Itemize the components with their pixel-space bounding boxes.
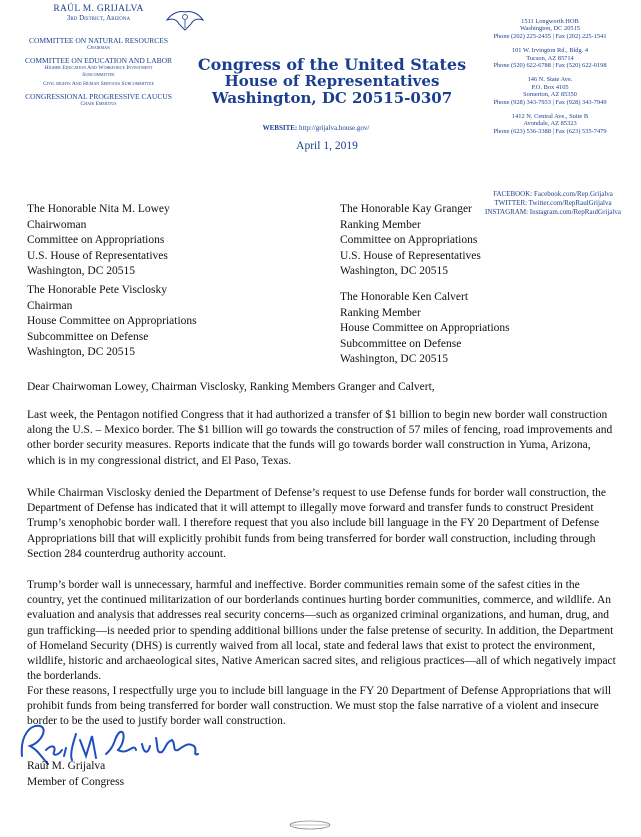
- body-paragraph: [27, 486, 617, 562]
- address-line: Ranking Member: [340, 218, 421, 231]
- address-line: The Honorable Nita M. Lowey: [27, 203, 170, 215]
- office-line: Phone (202) 225-2435 | Fax (202) 225-1541: [493, 32, 607, 40]
- paragraph-text: Last week, the Pentagon notified Congress that it had authorized a transfer of $1 billion to begin new border wall construction along the U.S. – Mexico border. The $1 billion will go towards the construction of 57 miles of fencing, road improvements and other border security measures. Reports indicate that the funds will go towards border wall construction in Yuma, Arizona, which is in my congressional district, and El Paso, Texas.: [27, 409, 613, 467]
- office-line: P.O. Box 4105: [531, 83, 569, 91]
- subcommittee-name: Higher Education And Workforce Investment: [44, 65, 153, 71]
- signature-block: [27, 759, 124, 790]
- office-line: Phone (928) 343-7933 | Fax (928) 343-7949: [493, 98, 607, 106]
- caucus-name: CONGRESSIONAL PROGRESSIVE CAUCUS: [25, 92, 172, 101]
- eagle-seal-icon: [165, 8, 205, 34]
- office-list: [470, 18, 630, 142]
- office-line: Phone (520) 622-6788 | Fax (520) 622-0198: [493, 62, 607, 70]
- website-label: WEBSITE:: [262, 124, 298, 132]
- address-line: House Committee on Appropriations: [340, 322, 510, 334]
- office-line: Phone (623) 536-3388 | Fax (623) 535-7479: [493, 127, 607, 135]
- address-line: Committee on Appropriations: [27, 234, 165, 246]
- address-line: Ranking Member: [340, 306, 421, 319]
- twitter-link[interactable]: TWITTER: Twitter.com/RepRaulGrijalva: [494, 199, 612, 207]
- office-line: 1412 N. Central Ave., Suite B: [511, 113, 589, 121]
- address-line: The Honorable Pete Visclosky: [27, 284, 167, 296]
- body-paragraph: [27, 408, 617, 469]
- signer-name: Raúl M. Grijalva: [27, 760, 106, 772]
- office-block: [470, 18, 630, 40]
- website-link[interactable]: http://grijalva.house.gov/: [298, 124, 370, 132]
- office-block: [470, 76, 630, 106]
- paragraph-text: For these reasons, I respectfully urge you to include bill language in the FY 20 Department of Defense Appropriations that will prohibit funds from being transferred for border wall construction. We must stop the false narrative of a violent and insecure border to be the used to justify border wall construction.: [27, 685, 612, 728]
- member-district: 3rd District, Arizona: [66, 14, 131, 22]
- office-line: Tucson, AZ 85714: [526, 54, 574, 62]
- letterhead-line3: Washington, DC 20515-0307: [211, 89, 453, 107]
- office-line: Avondale, AZ 85323: [523, 120, 577, 128]
- address-line: Chairwoman: [27, 218, 87, 231]
- subcommittee-name: Civil rights And Human Services Subcommittee: [43, 81, 154, 87]
- letterhead-line1: Congress of the United States: [197, 55, 467, 74]
- office-line: Washington, DC 20515: [519, 25, 581, 33]
- subcommittee-name: Subcommittee: [82, 72, 115, 78]
- member-header: [6, 4, 191, 108]
- recipient-address: [27, 202, 170, 280]
- recipient-address: [340, 290, 510, 368]
- instagram-link[interactable]: INSTAGRAM: Instagram.com/RepRaulGrijalva: [485, 208, 621, 216]
- caucus-role: Chair Emeritus: [80, 101, 117, 107]
- address-line: The Honorable Ken Calvert: [340, 291, 469, 303]
- letter-date: April 1, 2019: [296, 140, 358, 152]
- address-line: Committee on Appropriations: [340, 234, 478, 246]
- address-line: Subcommittee on Defense: [340, 337, 462, 350]
- member-name: RAÚL M. GRIJALVA: [53, 4, 144, 14]
- committee-name: COMMITTEE ON NATURAL RESOURCES: [28, 36, 169, 45]
- address-line: Washington, DC 20515: [27, 265, 136, 277]
- office-block: [470, 47, 630, 69]
- office-line: 146 N. State Ave.: [527, 76, 573, 84]
- address-line: Washington, DC 20515: [27, 346, 136, 358]
- paragraph-text: While Chairman Visclosky denied the Department of Defense’s request to use Defense funds for border wall construction, the Department of Defense has indicated that it will attempt to illegally move forward and transfer funds to construct President Trump’s xenophobic border wall. I therefore request that you also include bill language in the FY 20 Department of Defense Appropriations bill that will explicitly prohibit funds from being transferred for border wall construction, including through Section 284 counterdrug authority account.: [27, 487, 607, 560]
- office-block: [470, 113, 630, 135]
- letterhead-title: [196, 56, 468, 107]
- office-line: 101 W. Irvington Rd., Bldg. 4: [511, 47, 589, 55]
- address-line: Washington, DC 20515: [340, 265, 449, 277]
- address-line: House Committee on Appropriations: [27, 315, 197, 327]
- address-line: U.S. House of Representatives: [340, 249, 481, 262]
- committee-role: Chairman: [87, 45, 110, 51]
- address-line: Washington, DC 20515: [340, 353, 449, 365]
- recipient-address: [27, 283, 197, 361]
- office-line: Somerton, AZ 85350: [523, 91, 577, 99]
- body-paragraph: [27, 578, 617, 684]
- committee-name: COMMITTEE ON EDUCATION AND LABOR: [24, 56, 173, 65]
- facebook-link[interactable]: FACEBOOK: Facebook.com/Rep.Grijalva: [493, 190, 613, 198]
- letterhead-line2: House of Representatives: [224, 72, 440, 90]
- office-line: 1511 Longworth HOB: [521, 18, 579, 25]
- address-line: Subcommittee on Defense: [27, 330, 149, 343]
- address-line: The Honorable Kay Granger: [340, 203, 472, 215]
- social-links: [470, 190, 636, 217]
- address-line: U.S. House of Representatives: [27, 249, 168, 262]
- printed-on-recycled-paper-icon: [282, 819, 338, 831]
- signer-title: Member of Congress: [27, 775, 125, 788]
- website-line: [216, 124, 416, 132]
- address-line: Chairman: [27, 299, 73, 312]
- salutation: Dear Chairwoman Lowey, Chairman Visclosky, Ranking Members Granger and Calvert,: [27, 381, 435, 393]
- paragraph-text: Trump’s border wall is unnecessary, harmful and ineffective. Border communities remain some of the safest cities in the country, yet the continued militarization of our borderlands continues hurting border communities, commerce, and wildlife. An evaluation and analysis that addresses real security concerns—such as organized criminal organizations, and human, drug, and gun trafficking—is needed prior to spending additional billions under the false pretense of security. In addition, the Department of Homeland Security (DHS) is currently waived from all local, state and federal laws that exist to protect the environment, wildlife, historic and archaeological sites, Native American sacred sites, and religious practices—all of which negatively impact the borderlands.: [27, 579, 616, 683]
- recipient-address: [340, 202, 481, 280]
